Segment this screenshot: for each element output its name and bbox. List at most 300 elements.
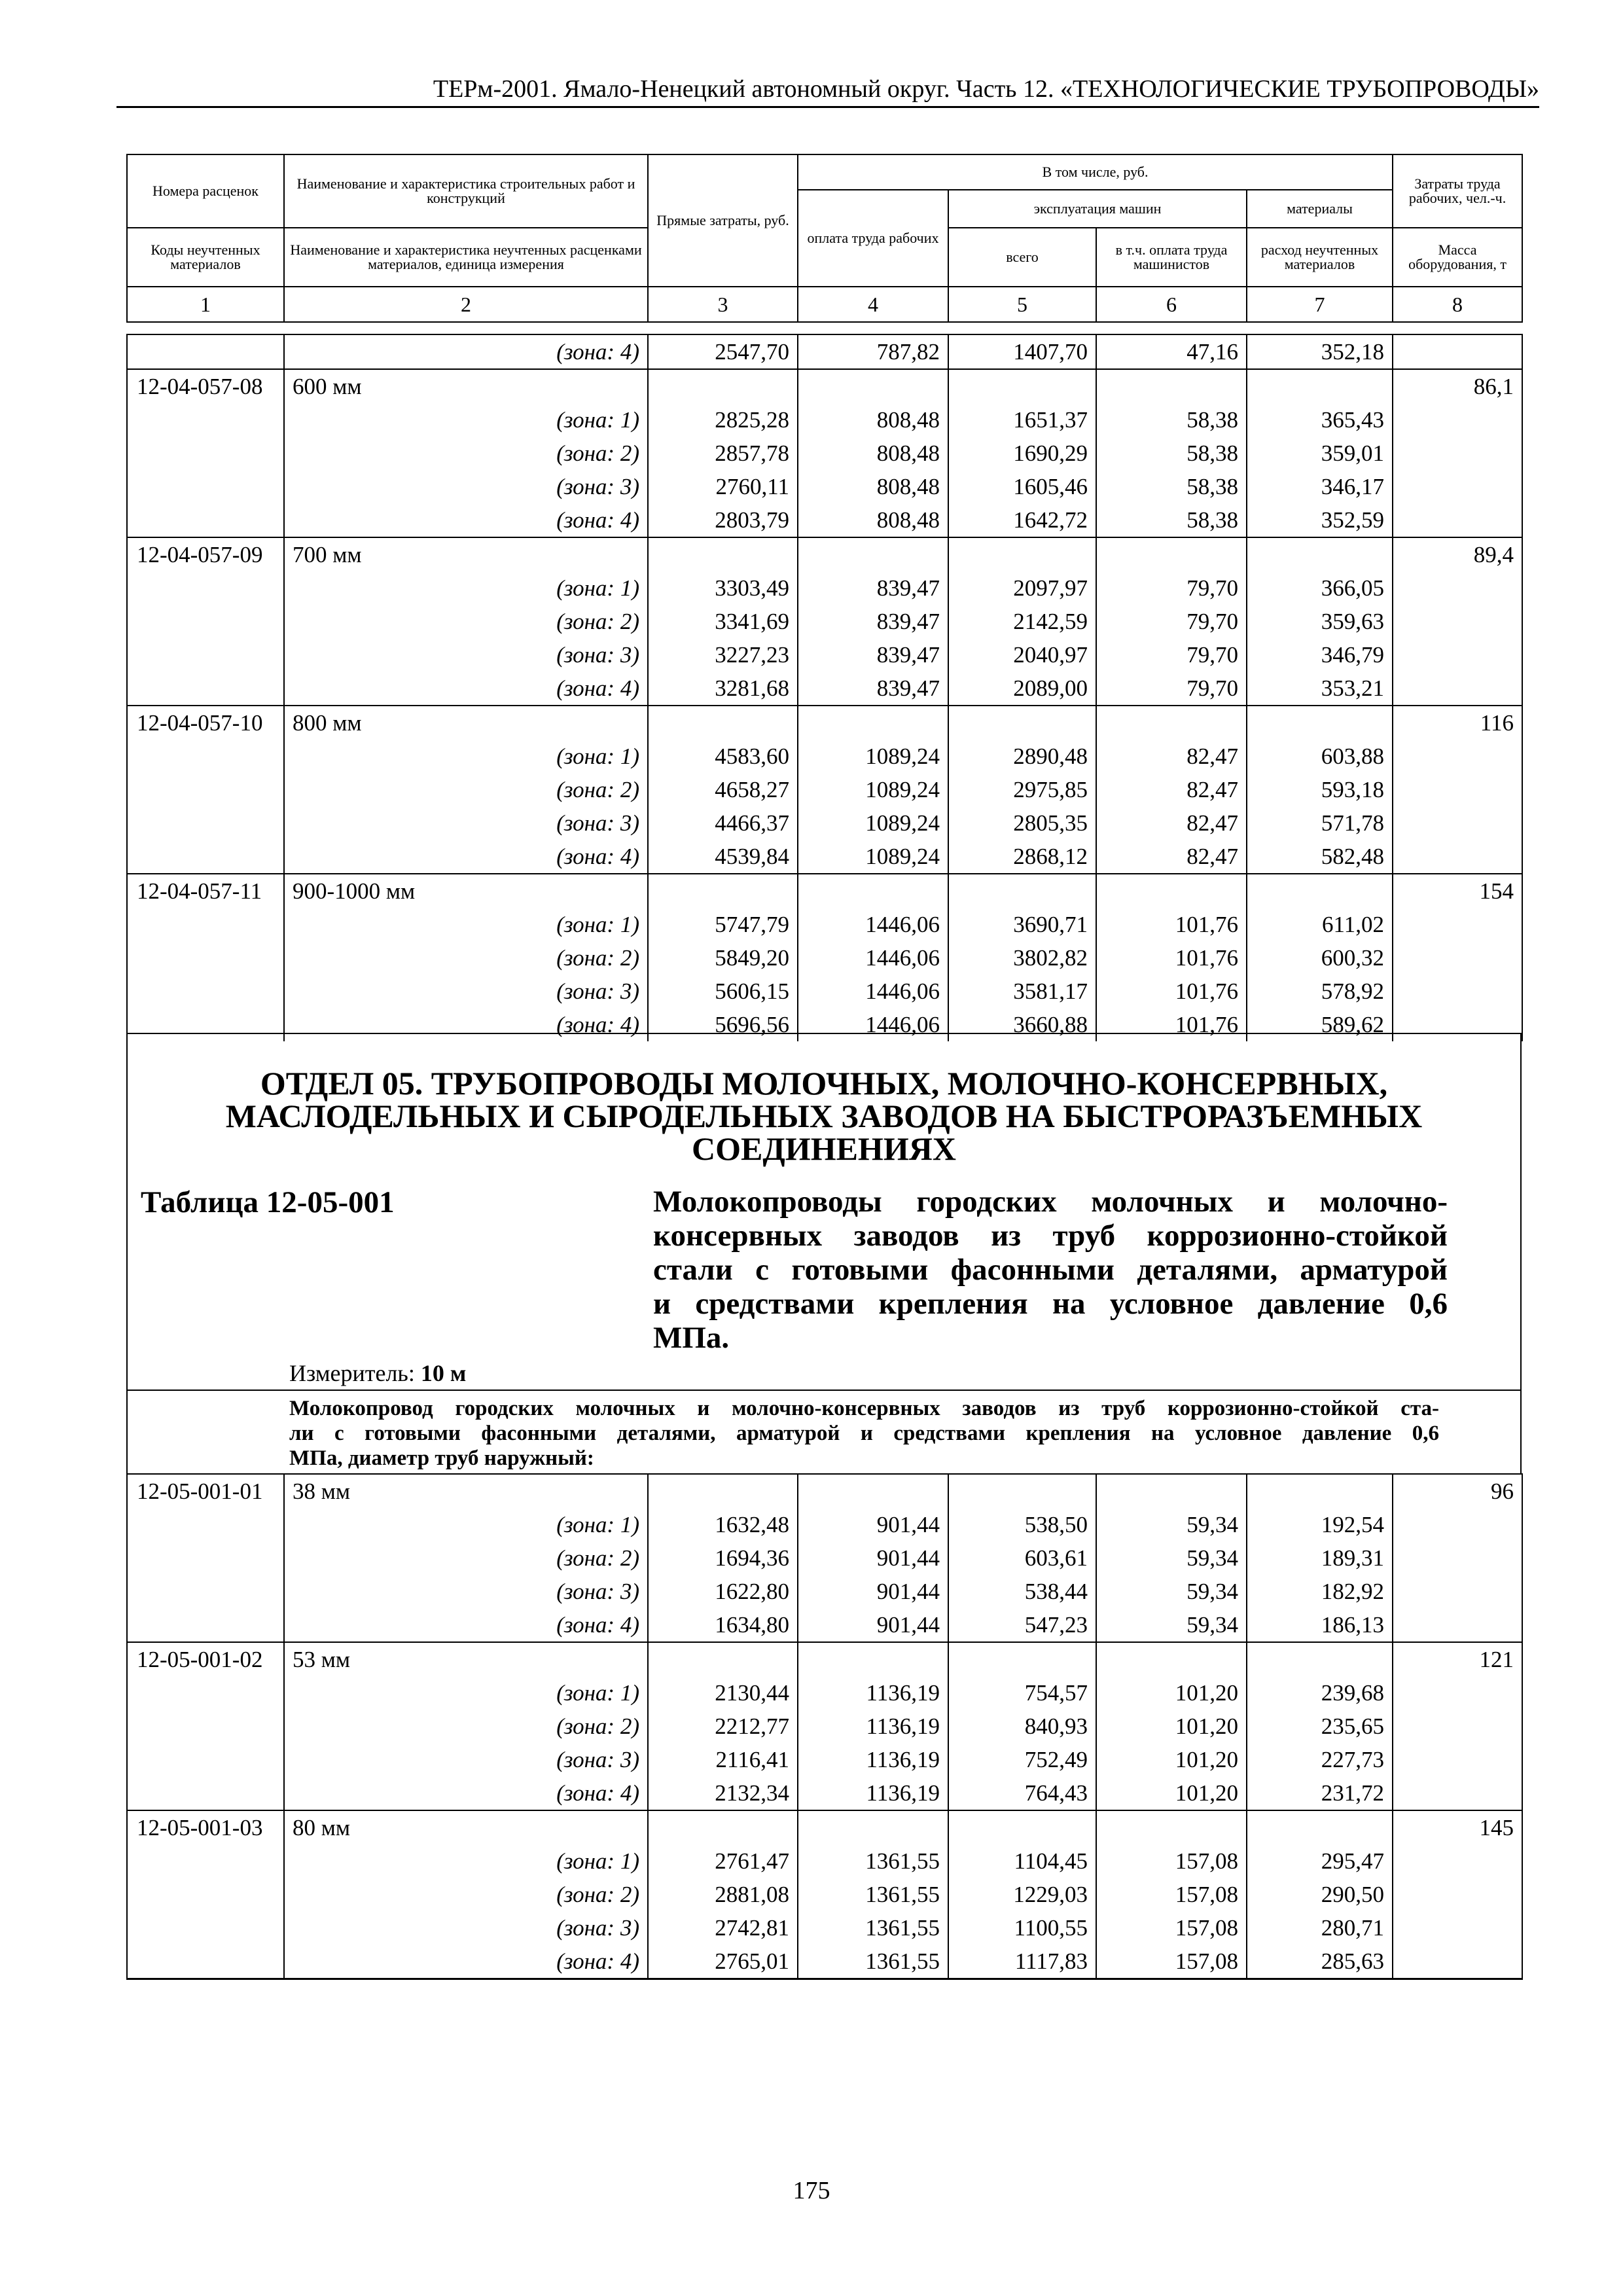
code-cell: [127, 571, 284, 605]
machines-cost: 2097,97: [948, 571, 1096, 605]
col1-top-header: Номера расценок: [127, 154, 284, 228]
materials-cost: 346,17: [1247, 470, 1393, 503]
labor-cost: 1361,55: [798, 1878, 948, 1911]
direct-cost: 4658,27: [648, 773, 798, 806]
zone-row: [127, 941, 1522, 975]
labor-cost: 839,47: [798, 571, 948, 605]
direct-cost: 1634,80: [648, 1608, 798, 1642]
code-cell: [127, 1945, 284, 1979]
machines-cost: 1104,45: [948, 1844, 1096, 1878]
empty-cell: [948, 369, 1096, 403]
empty-cell: [1247, 1474, 1393, 1508]
col-number: 7: [1247, 287, 1393, 322]
direct-cost: 3281,68: [648, 672, 798, 706]
empty-cell: [948, 706, 1096, 740]
empty-cell: [1096, 369, 1247, 403]
zone-row: [127, 1676, 1522, 1710]
zone-label: (зона: 4): [284, 1008, 648, 1041]
code-cell: [127, 403, 284, 437]
code-cell: [127, 605, 284, 638]
zone-row: [127, 1844, 1522, 1878]
empty-cell: [798, 369, 948, 403]
direct-cost: 3303,49: [648, 571, 798, 605]
machines-cost: 1642,72: [948, 503, 1096, 537]
code-cell: [127, 1776, 284, 1810]
direct-cost: 2547,70: [648, 334, 798, 369]
direct-cost: 4539,84: [648, 840, 798, 874]
zone-label: (зона: 3): [284, 806, 648, 840]
zone-row: [127, 503, 1522, 537]
rate-code: 12-04-057-10: [127, 706, 284, 740]
machines-cost: 603,61: [948, 1541, 1096, 1575]
measure-unit: [289, 1358, 466, 1388]
direct-cost: 2760,11: [648, 470, 798, 503]
col-number: 4: [798, 287, 948, 322]
materials-cost: 571,78: [1247, 806, 1393, 840]
materials-cost: 239,68: [1247, 1676, 1393, 1710]
running-header: ТЕРм-2001. Ямало-Ненецкий автономный округ. Часть 12. «ТЕХНОЛОГИЧЕСКИЕ ТРУБОПРОВОДЫ»: [433, 75, 1539, 103]
col8-top-header: Затраты труда рабочих, чел.-ч.: [1393, 154, 1522, 228]
direct-cost: 1622,80: [648, 1575, 798, 1608]
machines-cost: 2089,00: [948, 672, 1096, 706]
empty-cell: [648, 706, 798, 740]
direct-cost: 2116,41: [648, 1743, 798, 1776]
code-cell: [127, 1844, 284, 1878]
labor-hours: 154: [1393, 874, 1522, 908]
code-cell: [127, 672, 284, 706]
machines-cost: 538,50: [948, 1508, 1096, 1541]
machines-cost: 547,23: [948, 1608, 1096, 1642]
rates-table-top: [126, 334, 1523, 1041]
labor-cost: 1089,24: [798, 740, 948, 773]
rate-name: 38 мм: [284, 1474, 648, 1508]
materials-cost: 366,05: [1247, 571, 1393, 605]
empty-cell: [1096, 874, 1247, 908]
zone-row: [127, 1575, 1522, 1608]
rate-code: 12-05-001-02: [127, 1642, 284, 1676]
description-line: МПа, диаметр труб наружный:: [289, 1446, 594, 1470]
labor-cost: 1446,06: [798, 908, 948, 941]
table-title-line: и средствами крепления на условное давление 0,6: [653, 1287, 1448, 1321]
zone-label: (зона: 2): [284, 605, 648, 638]
operators-cost: 101,76: [1096, 908, 1247, 941]
rate-code: 12-05-001-03: [127, 1810, 284, 1844]
direct-cost: 2130,44: [648, 1676, 798, 1710]
machines-cost: 3660,88: [948, 1008, 1096, 1041]
empty-cell: [1096, 1642, 1247, 1676]
rate-name: 80 мм: [284, 1810, 648, 1844]
direct-cost: 2761,47: [648, 1844, 798, 1878]
direct-cost: 2132,34: [648, 1776, 798, 1810]
col8-bottom-header: Масса оборудования, т: [1393, 228, 1522, 287]
materials-cost: 600,32: [1247, 941, 1393, 975]
operators-cost: 101,20: [1096, 1743, 1247, 1776]
group-description: [126, 1390, 1522, 1475]
zone-row: [127, 773, 1522, 806]
code-cell: [127, 437, 284, 470]
direct-cost: 1632,48: [648, 1508, 798, 1541]
materials-cost: 589,62: [1247, 1008, 1393, 1041]
operators-cost: 82,47: [1096, 806, 1247, 840]
zone-label: (зона: 2): [284, 1541, 648, 1575]
code-cell: [127, 1608, 284, 1642]
materials-cost: 582,48: [1247, 840, 1393, 874]
operators-cost: 157,08: [1096, 1878, 1247, 1911]
empty-cell: [798, 1810, 948, 1844]
hours-cell: [1393, 1508, 1522, 1541]
zone-row: [127, 806, 1522, 840]
labor-cost: 1089,24: [798, 840, 948, 874]
materials-cost: 192,54: [1247, 1508, 1393, 1541]
code-cell: [127, 1743, 284, 1776]
zone-row: [127, 1608, 1522, 1642]
hours-cell: [1393, 403, 1522, 437]
zone-label: (зона: 2): [284, 773, 648, 806]
zone-label: (зона: 4): [284, 334, 648, 369]
hours-cell: [1393, 1608, 1522, 1642]
rate-name: 700 мм: [284, 537, 648, 571]
labor-cost: 1361,55: [798, 1911, 948, 1945]
empty-cell: [648, 1642, 798, 1676]
operators-cost: 79,70: [1096, 672, 1247, 706]
direct-cost: 2881,08: [648, 1878, 798, 1911]
zone-row: [127, 1911, 1522, 1945]
machines-cost: 764,43: [948, 1776, 1096, 1810]
zone-label: (зона: 3): [284, 1911, 648, 1945]
machines-cost: 2040,97: [948, 638, 1096, 672]
machines-cost: 3690,71: [948, 908, 1096, 941]
empty-cell: [648, 369, 798, 403]
machines-cost: 1605,46: [948, 470, 1096, 503]
materials-cost: 182,92: [1247, 1575, 1393, 1608]
empty-cell: [648, 1474, 798, 1508]
zone-label: (зона: 4): [284, 1945, 648, 1979]
section-heading-line: МАСЛОДЕЛЬНЫХ И СЫРОДЕЛЬНЫХ ЗАВОДОВ НА БЫСТРОРАЗЪЕМНЫХ: [225, 1098, 1423, 1134]
empty-cell: [948, 1642, 1096, 1676]
direct-cost: 4466,37: [648, 806, 798, 840]
rate-code: 12-05-001-01: [127, 1474, 284, 1508]
code-cell: [127, 840, 284, 874]
empty-cell: [648, 1810, 798, 1844]
zone-label: (зона: 2): [284, 1710, 648, 1743]
machines-cost: 2805,35: [948, 806, 1096, 840]
labor-cost: 1089,24: [798, 773, 948, 806]
zone-row: [127, 1743, 1522, 1776]
labor-hours: 145: [1393, 1810, 1522, 1844]
col2-bottom-header: Наименование и характеристика неучтенных расценками материалов, единица измерения: [284, 228, 648, 287]
rate-group-row: [127, 706, 1522, 740]
machines-cost: 1690,29: [948, 437, 1096, 470]
empty-cell: [1096, 1810, 1247, 1844]
machines-cost: 1117,83: [948, 1945, 1096, 1979]
col6-header: в т.ч. оплата труда машинистов: [1096, 228, 1247, 287]
operators-cost: 82,47: [1096, 773, 1247, 806]
materials-cost: 365,43: [1247, 403, 1393, 437]
labor-cost: 808,48: [798, 503, 948, 537]
machines-cost: 538,44: [948, 1575, 1096, 1608]
empty-cell: [948, 537, 1096, 571]
col-number: 6: [1096, 287, 1247, 322]
materials-cost: 359,63: [1247, 605, 1393, 638]
measure-label: Измеритель:: [289, 1360, 415, 1386]
direct-cost: 2212,77: [648, 1710, 798, 1743]
empty-cell: [798, 874, 948, 908]
zone-row: [127, 975, 1522, 1008]
zone-label: (зона: 1): [284, 1508, 648, 1541]
zone-label: (зона: 4): [284, 672, 648, 706]
materials-cost: 593,18: [1247, 773, 1393, 806]
labor-hours: 89,4: [1393, 537, 1522, 571]
code-cell: [127, 1575, 284, 1608]
code-cell: [127, 503, 284, 537]
code-cell: [127, 908, 284, 941]
table-header: [126, 154, 1523, 323]
materials-cost: 227,73: [1247, 1743, 1393, 1776]
machines-cost: 754,57: [948, 1676, 1096, 1710]
zone-row: [127, 1508, 1522, 1541]
machines-header: эксплуатация машин: [948, 190, 1247, 228]
materials-cost: 346,79: [1247, 638, 1393, 672]
machines-cost: 752,49: [948, 1743, 1096, 1776]
rate-group-row: [127, 537, 1522, 571]
labor-cost: 808,48: [798, 437, 948, 470]
col4-header: оплата труда рабочих: [798, 190, 948, 287]
hours-cell: [1393, 840, 1522, 874]
code-cell: [127, 773, 284, 806]
operators-cost: 59,34: [1096, 1575, 1247, 1608]
empty-cell: [1247, 706, 1393, 740]
empty-cell: [798, 1642, 948, 1676]
zone-label: (зона: 3): [284, 975, 648, 1008]
zone-label: (зона: 4): [284, 1608, 648, 1642]
labor-cost: 1446,06: [798, 941, 948, 975]
operators-cost: 59,34: [1096, 1608, 1247, 1642]
hours-cell: [1393, 470, 1522, 503]
operators-cost: 157,08: [1096, 1911, 1247, 1945]
code-cell: [127, 1676, 284, 1710]
empty-cell: [1096, 1474, 1247, 1508]
machines-cost: 3802,82: [948, 941, 1096, 975]
direct-cost: 2765,01: [648, 1945, 798, 1979]
direct-cost: 5849,20: [648, 941, 798, 975]
labor-cost: 1089,24: [798, 806, 948, 840]
machines-cost: 3581,17: [948, 975, 1096, 1008]
zone-label: (зона: 4): [284, 1776, 648, 1810]
materials-cost: 235,65: [1247, 1710, 1393, 1743]
direct-cost: 5606,15: [648, 975, 798, 1008]
table-title-line: МПа.: [653, 1321, 730, 1355]
code-cell: [127, 334, 284, 369]
zone-row: [127, 672, 1522, 706]
direct-cost: 3227,23: [648, 638, 798, 672]
col-number: 5: [948, 287, 1096, 322]
materials-header: материалы: [1247, 190, 1393, 228]
zone-row: [127, 571, 1522, 605]
hours-cell: [1393, 740, 1522, 773]
operators-cost: 58,38: [1096, 470, 1247, 503]
rate-group-row: [127, 369, 1522, 403]
col7-header: расход неучтенных материалов: [1247, 228, 1393, 287]
direct-cost: 2742,81: [648, 1911, 798, 1945]
col-number: 8: [1393, 287, 1522, 322]
labor-cost: 1136,19: [798, 1743, 948, 1776]
hours-cell: [1393, 503, 1522, 537]
hours-cell: [1393, 1575, 1522, 1608]
operators-cost: 101,76: [1096, 1008, 1247, 1041]
zone-row: [127, 605, 1522, 638]
section-block: [126, 1033, 1522, 1391]
machines-cost: 1651,37: [948, 403, 1096, 437]
operators-cost: 79,70: [1096, 571, 1247, 605]
direct-cost: 2857,78: [648, 437, 798, 470]
operators-cost: 59,34: [1096, 1541, 1247, 1575]
section-heading: [128, 1067, 1520, 1165]
code-cell: [127, 638, 284, 672]
rate-group-row: [127, 1642, 1522, 1676]
zone-row: [127, 1776, 1522, 1810]
rate-code: 12-04-057-08: [127, 369, 284, 403]
materials-cost: 603,88: [1247, 740, 1393, 773]
operators-cost: 58,38: [1096, 437, 1247, 470]
code-cell: [127, 941, 284, 975]
direct-cost: 2803,79: [648, 503, 798, 537]
labor-cost: 901,44: [798, 1608, 948, 1642]
col1-bottom-header: Коды неучтенных материалов: [127, 228, 284, 287]
zone-label: (зона: 4): [284, 503, 648, 537]
code-cell: [127, 1878, 284, 1911]
zone-label: (зона: 1): [284, 1844, 648, 1878]
zone-row: [127, 437, 1522, 470]
hours-cell: [1393, 605, 1522, 638]
zone-label: (зона: 1): [284, 740, 648, 773]
col-number: 1: [127, 287, 284, 322]
hours-cell: [1393, 571, 1522, 605]
col3-header: Прямые затраты, руб.: [648, 154, 798, 287]
zone-label: (зона: 1): [284, 571, 648, 605]
empty-cell: [948, 874, 1096, 908]
machines-cost: 2868,12: [948, 840, 1096, 874]
hours-cell: [1393, 1743, 1522, 1776]
direct-cost: 1694,36: [648, 1541, 798, 1575]
description-line: Молокопровод городских молочных и молочно-консервных заводов из труб коррозионно-стойкой ста-: [289, 1397, 1439, 1420]
empty-cell: [1247, 369, 1393, 403]
zone-label: (зона: 2): [284, 1878, 648, 1911]
labor-cost: 1136,19: [798, 1676, 948, 1710]
labor-cost: 808,48: [798, 403, 948, 437]
hours-cell: [1393, 975, 1522, 1008]
empty-cell: [948, 1474, 1096, 1508]
labor-cost: 1361,55: [798, 1844, 948, 1878]
header-rule: [116, 106, 1539, 108]
operators-cost: 101,76: [1096, 941, 1247, 975]
hours-cell: [1393, 806, 1522, 840]
zone-label: (зона: 2): [284, 941, 648, 975]
rate-name: 800 мм: [284, 706, 648, 740]
labor-cost: 839,47: [798, 605, 948, 638]
rates-table-bottom: [126, 1473, 1523, 1980]
measure-value: 10 м: [420, 1360, 467, 1386]
empty-cell: [1247, 1810, 1393, 1844]
zone-row: [127, 740, 1522, 773]
machines-cost: 1229,03: [948, 1878, 1096, 1911]
table-title-line: Молокопроводы городских молочных и молочно-: [653, 1185, 1448, 1219]
direct-cost: 2825,28: [648, 403, 798, 437]
direct-cost: 3341,69: [648, 605, 798, 638]
page-number: 175: [793, 2177, 830, 2204]
empty-cell: [798, 1474, 948, 1508]
code-cell: [127, 975, 284, 1008]
zone-row: [127, 1710, 1522, 1743]
code-cell: [127, 1911, 284, 1945]
labor-cost: 808,48: [798, 470, 948, 503]
direct-cost: 5696,56: [648, 1008, 798, 1041]
group-header: В том числе, руб.: [798, 154, 1393, 190]
hours-cell: [1393, 1844, 1522, 1878]
rate-group-row: [127, 1810, 1522, 1844]
rate-code: 12-04-057-09: [127, 537, 284, 571]
materials-cost: 295,47: [1247, 1844, 1393, 1878]
materials-cost: 352,18: [1247, 334, 1393, 369]
rate-group-row: [127, 874, 1522, 908]
col5-header: всего: [948, 228, 1096, 287]
section-heading-line: ОТДЕЛ 05. ТРУБОПРОВОДЫ МОЛОЧНЫХ, МОЛОЧНО-КОНСЕРВНЫХ,: [260, 1065, 1388, 1102]
zone-row: [127, 403, 1522, 437]
hours-cell: [1393, 334, 1522, 369]
zone-label: (зона: 1): [284, 908, 648, 941]
rate-group-row: [127, 1474, 1522, 1508]
materials-cost: 290,50: [1247, 1878, 1393, 1911]
hours-cell: [1393, 437, 1522, 470]
rate-name: 600 мм: [284, 369, 648, 403]
empty-cell: [1096, 706, 1247, 740]
table-title-line: консервных заводов из труб коррозионно-стойкой: [653, 1219, 1448, 1253]
empty-cell: [948, 1810, 1096, 1844]
table-title-line: стали с готовыми фасонными деталями, арматурой: [653, 1253, 1448, 1287]
rate-code: 12-04-057-11: [127, 874, 284, 908]
labor-cost: 1446,06: [798, 975, 948, 1008]
zone-row: [127, 1878, 1522, 1911]
machines-cost: 840,93: [948, 1710, 1096, 1743]
operators-cost: 101,20: [1096, 1776, 1247, 1810]
col2-top-header: Наименование и характеристика строительных работ и конструкций: [284, 154, 648, 228]
hours-cell: [1393, 1945, 1522, 1979]
operators-cost: 58,38: [1096, 503, 1247, 537]
table-number: Таблица 12-05-001: [141, 1185, 395, 1219]
direct-cost: 5747,79: [648, 908, 798, 941]
hours-cell: [1393, 773, 1522, 806]
zone-row: [127, 1945, 1522, 1979]
zone-label: (зона: 3): [284, 1743, 648, 1776]
hours-cell: [1393, 908, 1522, 941]
labor-cost: 787,82: [798, 334, 948, 369]
labor-cost: 839,47: [798, 638, 948, 672]
hours-cell: [1393, 638, 1522, 672]
col-number: 3: [648, 287, 798, 322]
hours-cell: [1393, 672, 1522, 706]
zone-row: [127, 1541, 1522, 1575]
labor-cost: 839,47: [798, 672, 948, 706]
empty-cell: [1247, 874, 1393, 908]
empty-cell: [1247, 537, 1393, 571]
empty-cell: [648, 874, 798, 908]
hours-cell: [1393, 1911, 1522, 1945]
machines-cost: 2142,59: [948, 605, 1096, 638]
labor-cost: 1361,55: [798, 1945, 948, 1979]
operators-cost: 157,08: [1096, 1844, 1247, 1878]
materials-cost: 186,13: [1247, 1608, 1393, 1642]
empty-cell: [648, 537, 798, 571]
code-cell: [127, 1710, 284, 1743]
